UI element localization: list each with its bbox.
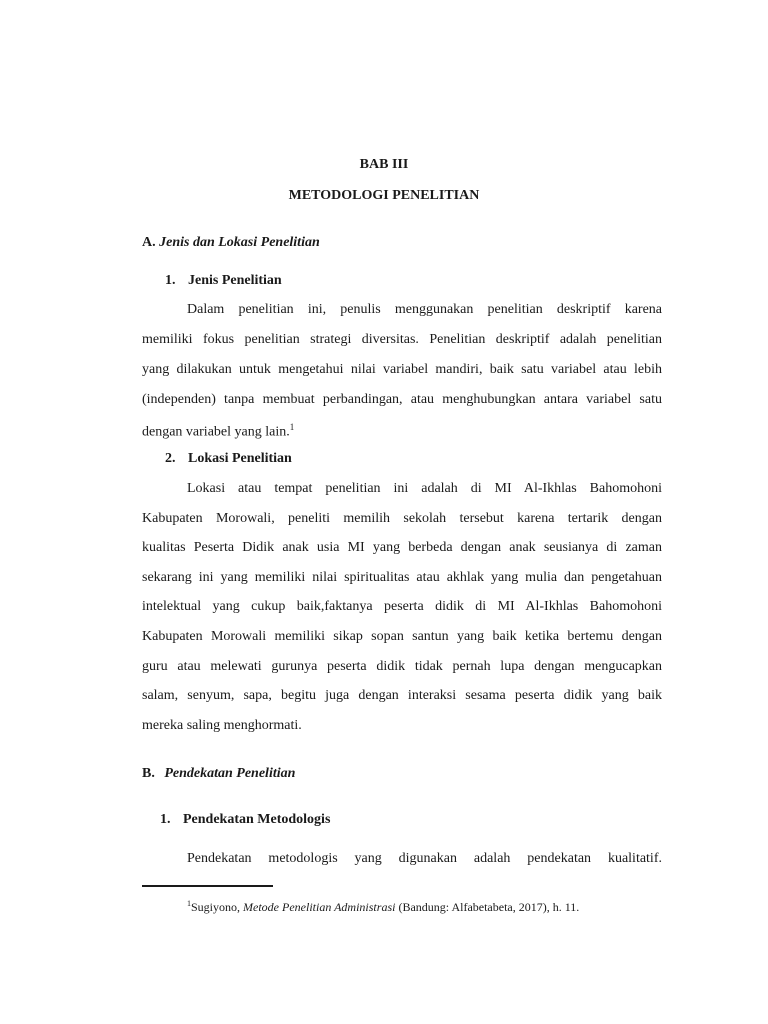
sub2-heading <box>165 451 292 467</box>
para2-line: sekarang ini yang memiliki nilai spiritualitas atau akhlak yang mulia dan pengetahuan <box>142 570 662 585</box>
sub-b1-title: Pendekatan Metodologis <box>183 812 331 827</box>
para1-last-line <box>142 422 662 441</box>
sub1-heading <box>165 273 282 289</box>
section-a-title: Jenis dan Lokasi Penelitian <box>159 235 320 250</box>
section-b-title: Pendekatan Penelitian <box>164 766 296 781</box>
chapter-number: BAB III <box>359 157 409 172</box>
para1-line: yang dilakukan untuk mengetahui nilai variabel mandiri, baik satu variabel atau lebih <box>142 362 662 377</box>
para2-line: Lokasi atau tempat penelitian ini adalah di MI Al-Ikhlas Bahomohoni <box>187 481 662 496</box>
para1-line: (independen) tanpa membuat perbandingan, atau menghubungkan antara variabel satu <box>142 392 662 407</box>
sub2-number: 2. <box>165 451 176 466</box>
sub-b1-number: 1. <box>160 812 171 827</box>
para2-line: Kabupaten Morowali memiliki sikap sopan santun yang baik ketika bertemu dengan <box>142 629 662 644</box>
section-b-heading <box>142 766 295 782</box>
para1-line: dengan variabel yang lain. <box>142 424 290 440</box>
sub2-title: Lokasi Penelitian <box>188 451 292 466</box>
para2-line: kualitas Peserta Didik anak usia MI yang berbeda dengan anak seusianya di zaman <box>142 540 662 555</box>
para2-line: guru atau melewati gurunya peserta didik tidak pernah lupa dengan mengucapkan <box>142 659 662 674</box>
footnote <box>187 899 579 915</box>
section-a-letter: A. <box>142 235 156 250</box>
para2-line: Kabupaten Morowali, peneliti memilih sekolah tersebut karena tertarik dengan <box>142 511 662 526</box>
para2-line: intelektual yang cukup baik,faktanya peserta didik di MI Al-Ikhlas Bahomohoni <box>142 599 662 614</box>
sub-b1-heading <box>160 812 330 828</box>
footnote-mark: 1 <box>187 899 191 908</box>
para3-line: Pendekatan metodologis yang digunakan adalah pendekatan kualitatif. <box>187 851 662 866</box>
para1-line: memiliki fokus penelitian strategi diversitas. Penelitian deskriptif adalah penelitian <box>142 332 662 347</box>
chapter-title: METODOLOGI PENELITIAN <box>288 188 480 203</box>
sub1-title: Jenis Penelitian <box>188 273 282 288</box>
section-b-letter: B. <box>142 766 155 781</box>
footnote-separator <box>142 885 273 887</box>
sub1-number: 1. <box>165 273 176 288</box>
para2-line: salam, senyum, sapa, begitu juga dengan interaksi sesama peserta didik yang baik <box>142 688 662 703</box>
footnote-author: Sugiyono, <box>191 900 244 914</box>
footnote-book-title: Metode Penelitian Administrasi <box>243 900 396 914</box>
para1-line: Dalam penelitian ini, penulis menggunakan penelitian deskriptif karena <box>187 302 662 317</box>
footnote-ref[interactable]: 1 <box>289 422 295 432</box>
para2-line: mereka saling menghormati. <box>142 718 302 733</box>
footnote-rest: (Bandung: Alfabetabeta, 2017), h. 11. <box>395 900 580 914</box>
section-a-heading <box>142 235 320 251</box>
